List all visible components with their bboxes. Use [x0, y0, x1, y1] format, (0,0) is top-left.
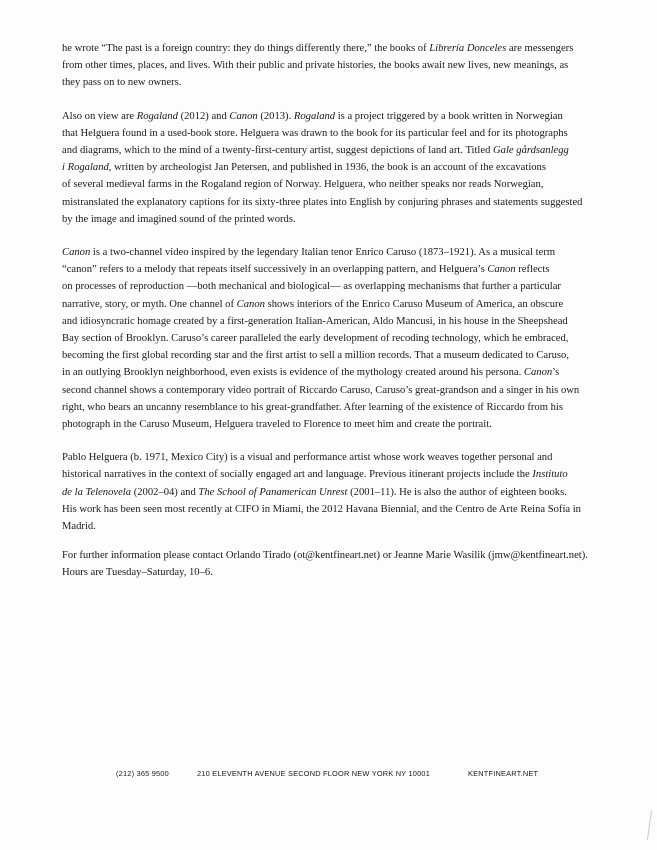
paragraph-canon — [62, 244, 650, 433]
paragraph-text-run: (2001–11). He is also the author of eighteen books. His work has been seen most recently at CIFO in Miami, the 2012 Havana Biennial, and the Centro de Arte Reina Sofía in Madrid. — [62, 486, 581, 533]
italic-title-text: Canon — [62, 247, 91, 259]
paragraph-text-run: Pablo Helguera (b. 1971, Mexico City) is a visual and performance artist whose work weaves together personal and historical narratives in the context of socially engaged art and language. Previous itinerant projects include the — [62, 452, 553, 481]
paragraph-librería-donceles — [62, 40, 650, 92]
paragraph-text-run: For further information please contact Orlando Tirado (ot@kentfineart.net) or Jeanne Marie Wasilik (jmw@kentfineart.net). Hours are Tuesday–Saturday, 10–6. — [62, 550, 588, 579]
paragraph-text-run: he wrote “The past is a foreign country: they do things differently there,” the books of — [62, 43, 430, 54]
footer-website: KENTFINEART.NET — [468, 769, 539, 778]
italic-title-text: The School of Panamerican Unrest — [198, 486, 348, 498]
paragraph-text-run: (2002–04) and — [131, 486, 199, 498]
paragraph-rogaland — [62, 108, 650, 228]
paragraph-text-run: ’s second channel shows a contemporary video portrait of Riccardo Caruso, Caruso’s great-grandson and a singer in his own right, who bears an uncanny resemblance to his great-grandfather. After learning of the existence of Riccardo from his photograph in the Caruso Museum, Helguera traveled to Florence to meet him and create the portrait. — [62, 367, 580, 431]
italic-title-text: Gale gårdsanlegg i Rogaland — [62, 145, 569, 174]
paragraph-text-run: (2013). — [257, 110, 294, 122]
footer-phone: (212) 365 9500 — [116, 769, 169, 778]
paragraph-text-run: is a project triggered by a book written in Norwegian that Helguera found in a used-book store. Helguera was drawn to the book for its particular feel and for its photographs and diagrams, which to the mind of a twenty-first-century artist, suggest depictions of land art. Titled — [62, 110, 568, 157]
press-release-body — [62, 40, 650, 598]
paragraph-text-run: Also on view are — [62, 110, 137, 122]
paragraph-text-run: is a two-channel video inspired by the legendary Italian tenor Enrico Caruso (1873–1921). As a musical term “canon” refers to a melody that repeats itself successively in an overlapping pattern, and Helguera’s — [62, 247, 556, 276]
italic-title-text: Librería Donceles — [429, 43, 507, 54]
paragraph-artist-bio — [62, 449, 650, 535]
footer-address: 210 ELEVENTH AVENUE SECOND FLOOR NEW YORK NY 10001 — [197, 769, 431, 778]
italic-title-text: Canon — [523, 367, 553, 379]
paragraph-text-run: shows interiors of the Enrico Caruso Museum of America, an obscure and idiosyncratic homage created by a first-generation Italian-American, Aldo Mancusi, in his house in the Sheepshead Bay section of Brooklyn. Caruso’s career paralleled the early development of recoding technology, which he embraced, becoming the first global recording star and the first artist to sell a million records. That a museum dedicated to Caruso, in an outlying Brooklyn neighborhood, even exists is evidence of the mythology created around his persona. — [62, 298, 569, 379]
paragraph-text-run: , written by archeologist Jan Petersen, and published in 1936, the book is an account of the excavations of several medieval farms in the Rogaland region of Norway. Helguera, who neither speaks nor reads Norwegian, mistranslated the explanatory captions for its sixty-three plates into English by conjuring phrases and statements suggested by the image and imagined sound of the printed words. — [62, 162, 583, 225]
italic-title-text: Canon — [236, 298, 265, 310]
italic-title-text: Rogaland — [136, 110, 178, 122]
paragraph-text-run: reflects on processes of reproduction —both mechanical and biological— as overlapping mechanisms that further a particular narrative, story, or myth. One channel of — [62, 264, 561, 310]
italic-title-text: Instituto de la Telenovela — [62, 469, 568, 498]
italic-title-text: Canon — [229, 110, 258, 122]
paragraph-contact-info — [62, 547, 650, 581]
italic-title-text: Canon — [487, 264, 516, 276]
italic-title-text: Rogaland — [293, 110, 336, 122]
scan-artifact-line — [647, 810, 652, 840]
paragraph-text-run: are messengers from other times, places, and lives. With their public and private histories, the books await new lives, new meanings, as they pass on to new owners. — [62, 43, 574, 89]
paragraph-text-run: (2012) and — [177, 110, 230, 122]
